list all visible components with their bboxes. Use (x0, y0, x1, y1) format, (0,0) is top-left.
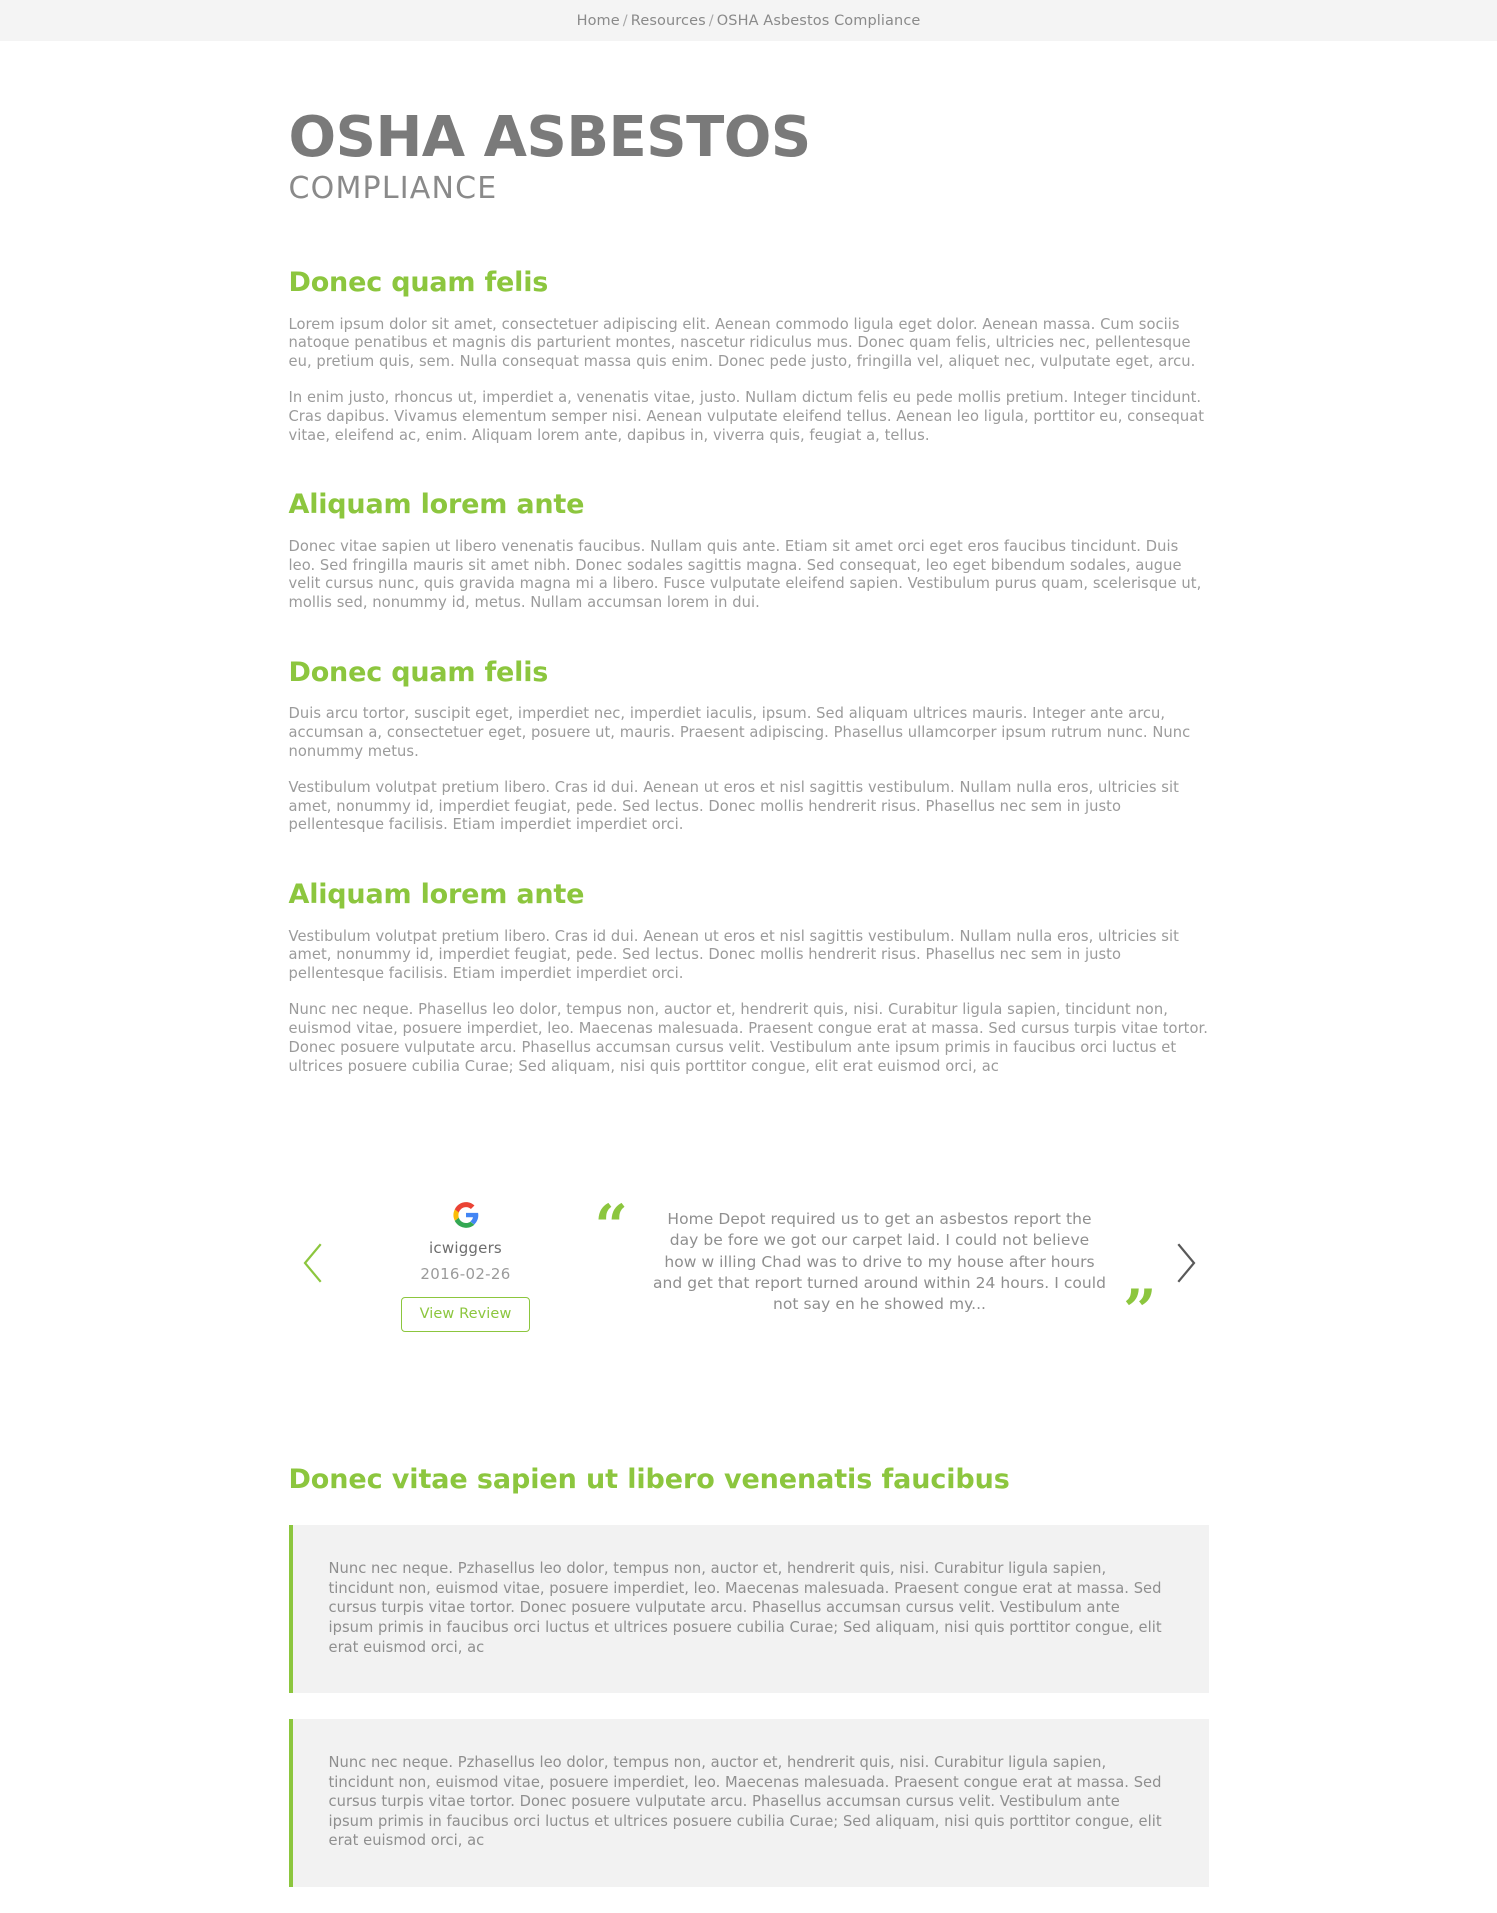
quote-block (289, 1719, 1209, 1887)
review-date: 2016-02-26 (420, 1264, 511, 1283)
chevron-right-icon (1175, 1242, 1197, 1284)
review-quote-text: Home Depot required us to get an asbestos report the day be fore we got our carpet laid. I could not believe how w illing Chad was to drive to my house after hours and get that report turned around within 24 hours. I could not say en he showed my... (652, 1209, 1107, 1314)
section-paragraph: In enim justo, rhoncus ut, imperdiet a, venenatis vitae, justo. Nullam dictum felis eu pede mollis pretium. Integer tincidunt. Cras dapibus. Vivamus elementum semper nisi. Aenean vulputate eleifend tellus. Aenean leo ligula, porttitor eu, consequat vitae, eleifend ac, enim. Aliquam lorem ante, dapibus in, viverra quis, feugiat a, tellus. (288, 388, 1205, 444)
section-paragraph: Nunc nec neque. Phasellus leo dolor, tempus non, auctor et, hendrerit quis, nisi. Curabitur ligula sapien, tincidunt non, euismod vitae, posuere imperdiet, leo. Maecenas malesuada. Praesent congue erat at massa. Sed cursus turpis vitae tortor. Donec posuere vulputate arcu. Phasellus accumsan cursus velit. Vestibulum ante ipsum primis in faucibus orci luctus et ultrices posuere cubilia Curae; Sed aliquam, nisi quis porttitor congue, elit erat euismod orci, ac (288, 1001, 1208, 1075)
view-review-button[interactable]: View Review (401, 1297, 531, 1332)
quote-block-text: Nunc nec neque. Pzhasellus leo dolor, tempus non, auctor et, hendrerit quis, nisi. Curabitur ligula sapien, tincidunt non, euismod vitae, posuere imperdiet, leo. Maecenas malesuada. Praesent congue erat at massa. Sed cursus turpis vitae tortor. Donec posuere vulputate arcu. Phasellus accumsan cursus velit. Vestibulum ante ipsum primis in faucibus orci luctus et ultrices posuere cubilia Curae; Sed aliquam, nisi quis porttitor congue, elit erat euismod orci, ac (328, 1754, 1162, 1850)
section-paragraph: Duis arcu tortor, suscipit eget, imperdiet nec, imperdiet iaculis, ipsum. Sed aliquam ultrices mauris. Integer ante arcu, accumsan a, consectetuer eget, posuere ut, mauris. Praesent adipiscing. Phasellus ullamcorper ipsum rutrum nunc. Nunc nonummy metus. (288, 705, 1191, 761)
page-title: OSHA ASBESTOS (288, 105, 811, 170)
quote-open-icon: “ (594, 1191, 628, 1260)
section-heading: Donec quam felis (288, 267, 549, 299)
breadcrumb-item-current: OSHA Asbestos Compliance (716, 12, 921, 29)
section-heading: Aliquam lorem ante (288, 489, 585, 521)
section-paragraph: Vestibulum volutpat pretium libero. Cras id dui. Aenean ut eros et nisl sagittis vestibulum. Nullam nulla eros, ultricies sit amet, nonummy id, imperdiet feugiat, pede. Sed lectus. Donec mollis hendrerit risus. Phasellus nec sem in justo pellentesque facilisis. Etiam imperdiet imperdiet orci. (288, 778, 1179, 834)
carousel-prev-button[interactable] (289, 1236, 335, 1290)
breadcrumb (577, 13, 921, 29)
section-heading: Donec quam felis (288, 657, 549, 689)
section-paragraph: Vestibulum volutpat pretium libero. Cras id dui. Aenean ut eros et nisl sagittis vestibulum. Nullam nulla eros, ultricies sit amet, nonummy id, imperdiet feugiat, pede. Sed lectus. Donec mollis hendrerit risus. Phasellus nec sem in justo pellentesque facilisis. Etiam imperdiet imperdiet orci. (288, 927, 1179, 983)
quote-block (289, 1525, 1209, 1693)
section-paragraph: Donec vitae sapien ut libero venenatis faucibus. Nullam quis ante. Etiam sit amet orci eget eros faucibus tincidunt. Duis leo. Sed fringilla mauris sit amet nibh. Donec sodales sagittis magna. Sed consequat, leo eget bibendum sodales, augue velit cursus nunc, quis gravida magna mi a libero. Fusce vulputate eleifend sapien. Vestibulum purus quam, scelerisque ut, mollis sed, nonummy id, metus. Nullam accumsan lorem in dui. (288, 537, 1202, 612)
quote-block-text: Nunc nec neque. Pzhasellus leo dolor, tempus non, auctor et, hendrerit quis, nisi. Curabitur ligula sapien, tincidunt non, euismod vitae, posuere imperdiet, leo. Maecenas malesuada. Praesent congue erat at massa. Sed cursus turpis vitae tortor. Donec posuere vulputate arcu. Phasellus accumsan cursus velit. Vestibulum ante ipsum primis in faucibus orci luctus et ultrices posuere cubilia Curae; Sed aliquam, nisi quis porttitor congue, elit erat euismod orci, ac (328, 1560, 1162, 1656)
review-quote (591, 1191, 1157, 1345)
reviewer-card (341, 1195, 591, 1332)
review-content (335, 1191, 1163, 1345)
google-logo-icon (341, 1201, 591, 1229)
reviewer-name: icwiggers (429, 1238, 502, 1257)
review-carousel (289, 1158, 1209, 1368)
page-wrapper (0, 41, 1497, 1913)
breadcrumb-item-resources[interactable]: Resources (630, 12, 706, 29)
quote-close-icon: ” (1123, 1276, 1157, 1345)
content-section (289, 489, 1209, 613)
section-heading: Aliquam lorem ante (288, 879, 585, 911)
article-content (289, 205, 1209, 1076)
content-section (289, 879, 1209, 1076)
breadcrumb-item-home[interactable]: Home (576, 12, 620, 29)
breadcrumb-separator: / (708, 12, 714, 29)
carousel-next-button[interactable] (1163, 1236, 1209, 1290)
bottom-section-heading: Donec vitae sapien ut libero venenatis faucibus (288, 1464, 1010, 1496)
page-subtitle: COMPLIANCE (288, 171, 498, 207)
content-section (289, 657, 1209, 835)
page-content (289, 41, 1209, 1913)
breadcrumb-separator: / (622, 12, 628, 29)
breadcrumb-bar (0, 0, 1497, 41)
bottom-section (289, 1464, 1209, 1886)
page-title-block (289, 41, 1209, 205)
content-section (289, 267, 1209, 445)
chevron-left-icon (301, 1242, 323, 1284)
section-paragraph: Lorem ipsum dolor sit amet, consectetuer adipiscing elit. Aenean commodo ligula eget dolor. Aenean massa. Cum sociis natoque penatibus et magnis dis parturient montes, nascetur ridiculus mus. Donec quam felis, ultricies nec, pellentesque eu, pretium quis, sem. Nulla consequat massa quis enim. Donec pede justo, fringilla vel, aliquet nec, vulputate eget, arcu. (288, 315, 1196, 371)
